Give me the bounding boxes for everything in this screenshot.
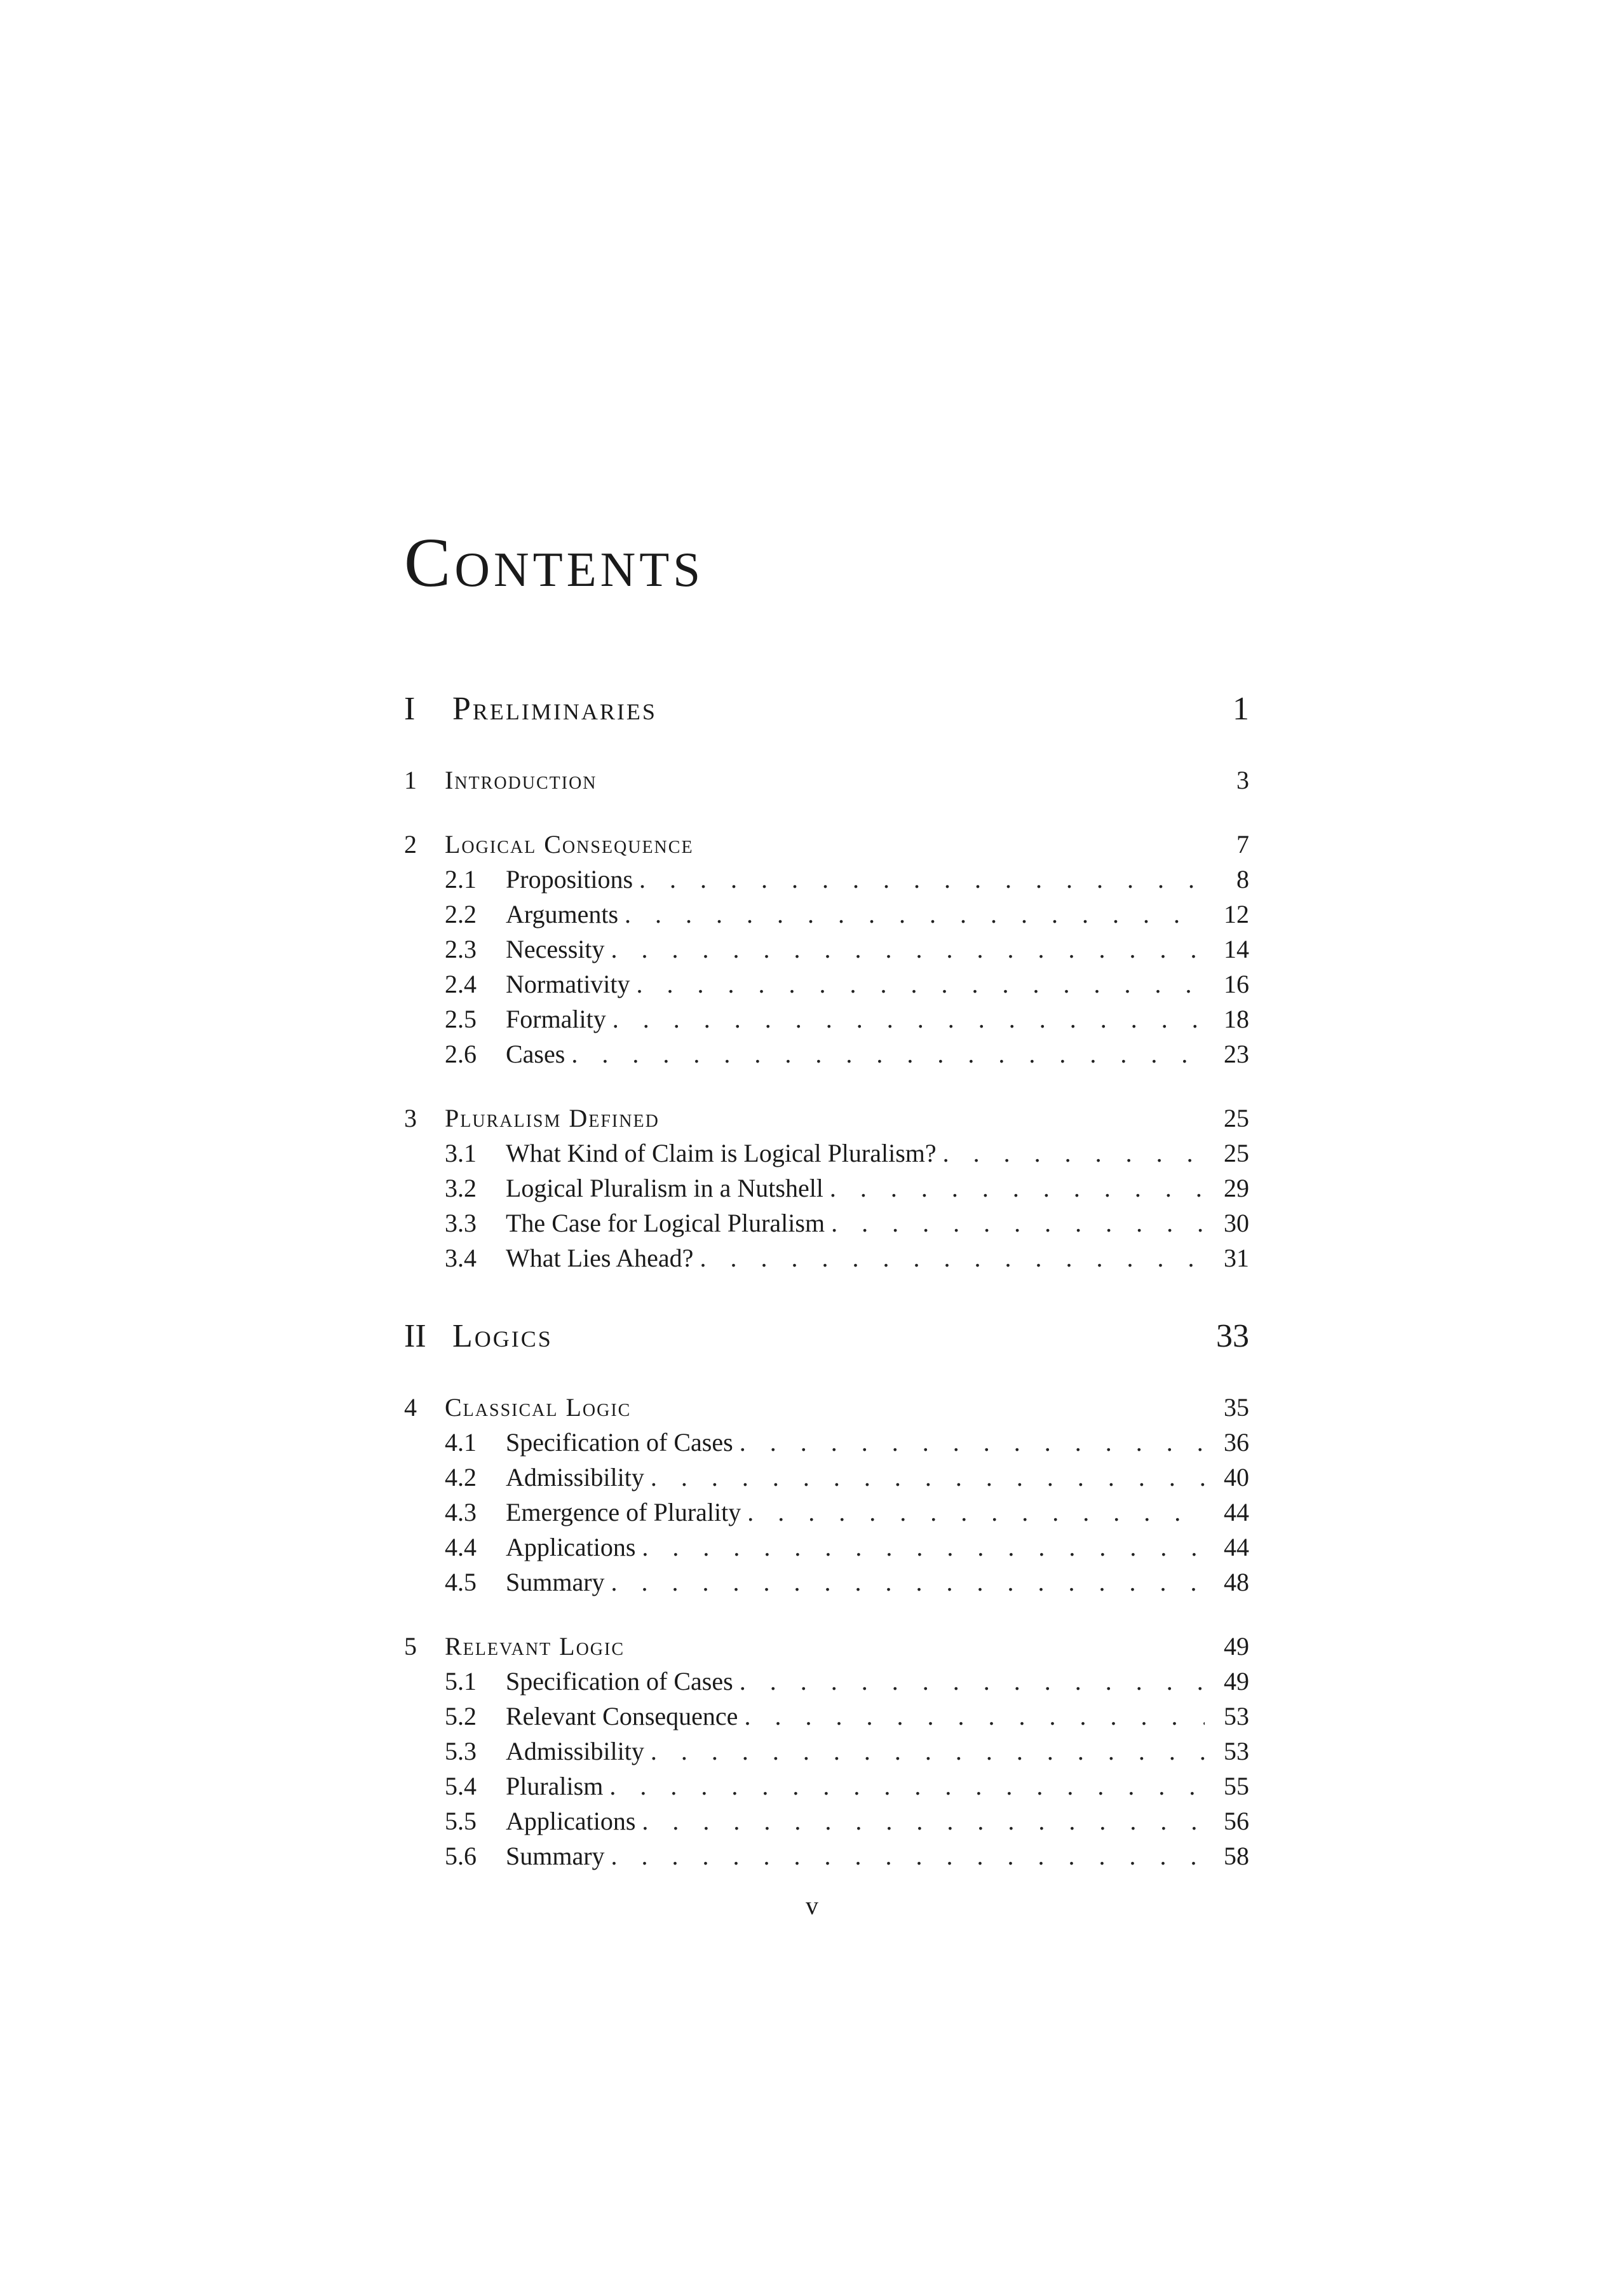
section-title: Emergence of Plurality bbox=[506, 1498, 741, 1526]
dot-leader bbox=[609, 1769, 1205, 1804]
section-page-number: 29 bbox=[1224, 1174, 1249, 1202]
toc-section-row[interactable] bbox=[404, 1699, 1249, 1734]
section-number: 2.4 bbox=[445, 970, 477, 998]
section-title: What Kind of Claim is Logical Pluralism? bbox=[506, 1139, 937, 1167]
section-number: 2.6 bbox=[445, 1040, 477, 1068]
part-title: Logics bbox=[452, 1318, 553, 1354]
chapter-number: 4 bbox=[404, 1393, 417, 1422]
toc-section-row[interactable] bbox=[404, 1734, 1249, 1769]
dot-leader bbox=[747, 1495, 1205, 1530]
part-title: Preliminaries bbox=[452, 691, 657, 727]
dot-leader bbox=[571, 1037, 1205, 1071]
dot-leader bbox=[625, 897, 1205, 932]
chapter-title: Pluralism Defined bbox=[445, 1104, 660, 1132]
toc-section-row[interactable] bbox=[404, 1240, 1249, 1275]
section-page-number: 8 bbox=[1236, 865, 1249, 894]
toc-chapter bbox=[404, 1390, 1249, 1600]
toc-section-row[interactable] bbox=[404, 932, 1249, 967]
section-page-number: 40 bbox=[1224, 1463, 1249, 1492]
part-heading[interactable] bbox=[404, 1320, 1249, 1353]
part-page-number: 33 bbox=[1216, 1318, 1249, 1354]
toc-chapter bbox=[404, 1629, 1249, 1873]
section-page-number: 53 bbox=[1224, 1737, 1249, 1765]
chapter-title: Introduction bbox=[445, 766, 597, 794]
dot-leader bbox=[651, 1460, 1205, 1495]
section-title: Logical Pluralism in a Nutshell bbox=[506, 1174, 823, 1202]
section-title: Pluralism bbox=[506, 1772, 604, 1800]
dot-leader bbox=[744, 1699, 1205, 1734]
toc-section-row[interactable] bbox=[404, 1664, 1249, 1699]
section-page-number: 48 bbox=[1224, 1568, 1249, 1596]
chapter-page-number: 25 bbox=[1224, 1104, 1249, 1132]
dot-leader bbox=[611, 932, 1205, 967]
toc-part bbox=[404, 693, 1249, 1275]
chapter-heading[interactable] bbox=[404, 1101, 1249, 1136]
section-page-number: 49 bbox=[1224, 1667, 1249, 1696]
section-page-number: 58 bbox=[1224, 1842, 1249, 1870]
section-title: Specification of Cases bbox=[506, 1428, 733, 1457]
section-title: Applications bbox=[506, 1807, 636, 1835]
section-title: Arguments bbox=[506, 900, 619, 928]
chapter-title: Relevant Logic bbox=[445, 1632, 625, 1661]
chapter-title: Classical Logic bbox=[445, 1393, 632, 1422]
section-page-number: 56 bbox=[1224, 1807, 1249, 1835]
page-title: Contents bbox=[404, 524, 705, 601]
dot-leader bbox=[740, 1425, 1205, 1460]
section-title: Applications bbox=[506, 1533, 636, 1561]
section-page-number: 31 bbox=[1224, 1244, 1249, 1272]
section-page-number: 53 bbox=[1224, 1702, 1249, 1730]
part-heading[interactable] bbox=[404, 693, 1249, 726]
dot-leader bbox=[943, 1136, 1205, 1171]
dot-leader bbox=[637, 967, 1205, 1002]
section-page-number: 18 bbox=[1224, 1005, 1249, 1033]
page-number: v bbox=[806, 1891, 818, 1920]
section-page-number: 44 bbox=[1224, 1533, 1249, 1561]
chapter-number: 2 bbox=[404, 830, 417, 859]
chapter-number: 3 bbox=[404, 1104, 417, 1132]
dot-leader bbox=[642, 1804, 1205, 1839]
section-title: Normativity bbox=[506, 970, 630, 998]
chapter-page-number: 49 bbox=[1224, 1632, 1249, 1661]
toc-section-row[interactable] bbox=[404, 1136, 1249, 1171]
section-number: 5.3 bbox=[445, 1737, 477, 1765]
chapter-page-number: 7 bbox=[1236, 830, 1249, 859]
section-number: 4.4 bbox=[445, 1533, 477, 1561]
section-page-number: 23 bbox=[1224, 1040, 1249, 1068]
section-number: 4.1 bbox=[445, 1428, 477, 1457]
section-number: 2.1 bbox=[445, 865, 477, 894]
section-page-number: 30 bbox=[1224, 1209, 1249, 1237]
toc-section-row[interactable] bbox=[404, 897, 1249, 932]
toc-section-row[interactable] bbox=[404, 1565, 1249, 1600]
section-number: 4.3 bbox=[445, 1498, 477, 1526]
toc-section-row[interactable] bbox=[404, 1171, 1249, 1206]
section-number: 2.3 bbox=[445, 935, 477, 963]
section-number: 3.3 bbox=[445, 1209, 477, 1237]
section-title: The Case for Logical Pluralism bbox=[506, 1209, 825, 1237]
toc-section-row[interactable] bbox=[404, 1769, 1249, 1804]
section-number: 5.2 bbox=[445, 1702, 477, 1730]
section-number: 3.2 bbox=[445, 1174, 477, 1202]
section-page-number: 44 bbox=[1224, 1498, 1249, 1526]
section-title: Admissibility bbox=[506, 1737, 644, 1765]
section-page-number: 14 bbox=[1224, 935, 1249, 963]
section-title: Formality bbox=[506, 1005, 606, 1033]
toc-section-row[interactable] bbox=[404, 1804, 1249, 1839]
chapter-page-number: 3 bbox=[1236, 766, 1249, 794]
toc-section-row[interactable] bbox=[404, 1495, 1249, 1530]
dot-leader bbox=[831, 1206, 1205, 1240]
section-title: Summary bbox=[506, 1842, 605, 1870]
chapter-number: 5 bbox=[404, 1632, 417, 1661]
dot-leader bbox=[639, 862, 1205, 897]
part-number: II bbox=[404, 1318, 426, 1354]
part-page-number: 1 bbox=[1233, 691, 1249, 727]
section-title: Specification of Cases bbox=[506, 1667, 733, 1696]
section-page-number: 36 bbox=[1224, 1428, 1249, 1457]
section-title: Cases bbox=[506, 1040, 565, 1068]
toc-chapter bbox=[404, 827, 1249, 1071]
section-title: Summary bbox=[506, 1568, 605, 1596]
chapter-heading[interactable] bbox=[404, 763, 1249, 798]
dot-leader bbox=[611, 1565, 1205, 1600]
section-number: 5.6 bbox=[445, 1842, 477, 1870]
toc-section-row[interactable] bbox=[404, 967, 1249, 1002]
section-number: 3.4 bbox=[445, 1244, 477, 1272]
dot-leader bbox=[740, 1664, 1205, 1699]
section-number: 4.5 bbox=[445, 1568, 477, 1596]
contents-page bbox=[404, 524, 1249, 1910]
section-number: 2.2 bbox=[445, 900, 477, 928]
part-number: I bbox=[404, 691, 416, 727]
toc-section-row[interactable] bbox=[404, 1037, 1249, 1071]
dot-leader bbox=[642, 1530, 1205, 1565]
section-number: 3.1 bbox=[445, 1139, 477, 1167]
chapter-heading[interactable] bbox=[404, 1629, 1249, 1664]
section-title: What Lies Ahead? bbox=[506, 1244, 694, 1272]
section-title: Propositions bbox=[506, 865, 633, 894]
toc-section-row[interactable] bbox=[404, 1425, 1249, 1460]
section-number: 5.5 bbox=[445, 1807, 477, 1835]
section-number: 5.1 bbox=[445, 1667, 477, 1696]
section-number: 5.4 bbox=[445, 1772, 477, 1800]
toc-section-row[interactable] bbox=[404, 1460, 1249, 1495]
toc-section-row[interactable] bbox=[404, 1530, 1249, 1565]
section-page-number: 16 bbox=[1224, 970, 1249, 998]
section-title: Necessity bbox=[506, 935, 605, 963]
toc-part bbox=[404, 1320, 1249, 1873]
dot-leader bbox=[830, 1171, 1205, 1206]
chapter-title: Logical Consequence bbox=[445, 830, 694, 859]
section-number: 2.5 bbox=[445, 1005, 477, 1033]
chapter-page-number: 35 bbox=[1224, 1393, 1249, 1422]
toc-section-row[interactable] bbox=[404, 862, 1249, 897]
dot-leader bbox=[651, 1734, 1205, 1769]
toc-chapter bbox=[404, 763, 1249, 798]
chapter-heading[interactable] bbox=[404, 827, 1249, 862]
table-of-contents bbox=[404, 693, 1249, 1873]
toc-section-row[interactable] bbox=[404, 1839, 1249, 1873]
section-title: Admissibility bbox=[506, 1463, 644, 1492]
section-page-number: 55 bbox=[1224, 1772, 1249, 1800]
section-title: Relevant Consequence bbox=[506, 1702, 738, 1730]
toc-chapter bbox=[404, 1101, 1249, 1275]
dot-leader bbox=[612, 1002, 1205, 1037]
section-page-number: 25 bbox=[1224, 1139, 1249, 1167]
dot-leader bbox=[611, 1839, 1205, 1873]
section-number: 4.2 bbox=[445, 1463, 477, 1492]
section-page-number: 12 bbox=[1224, 900, 1249, 928]
toc-section-row[interactable] bbox=[404, 1206, 1249, 1240]
dot-leader bbox=[700, 1240, 1205, 1275]
chapter-number: 1 bbox=[404, 766, 417, 794]
toc-section-row[interactable] bbox=[404, 1002, 1249, 1037]
chapter-heading[interactable] bbox=[404, 1390, 1249, 1425]
